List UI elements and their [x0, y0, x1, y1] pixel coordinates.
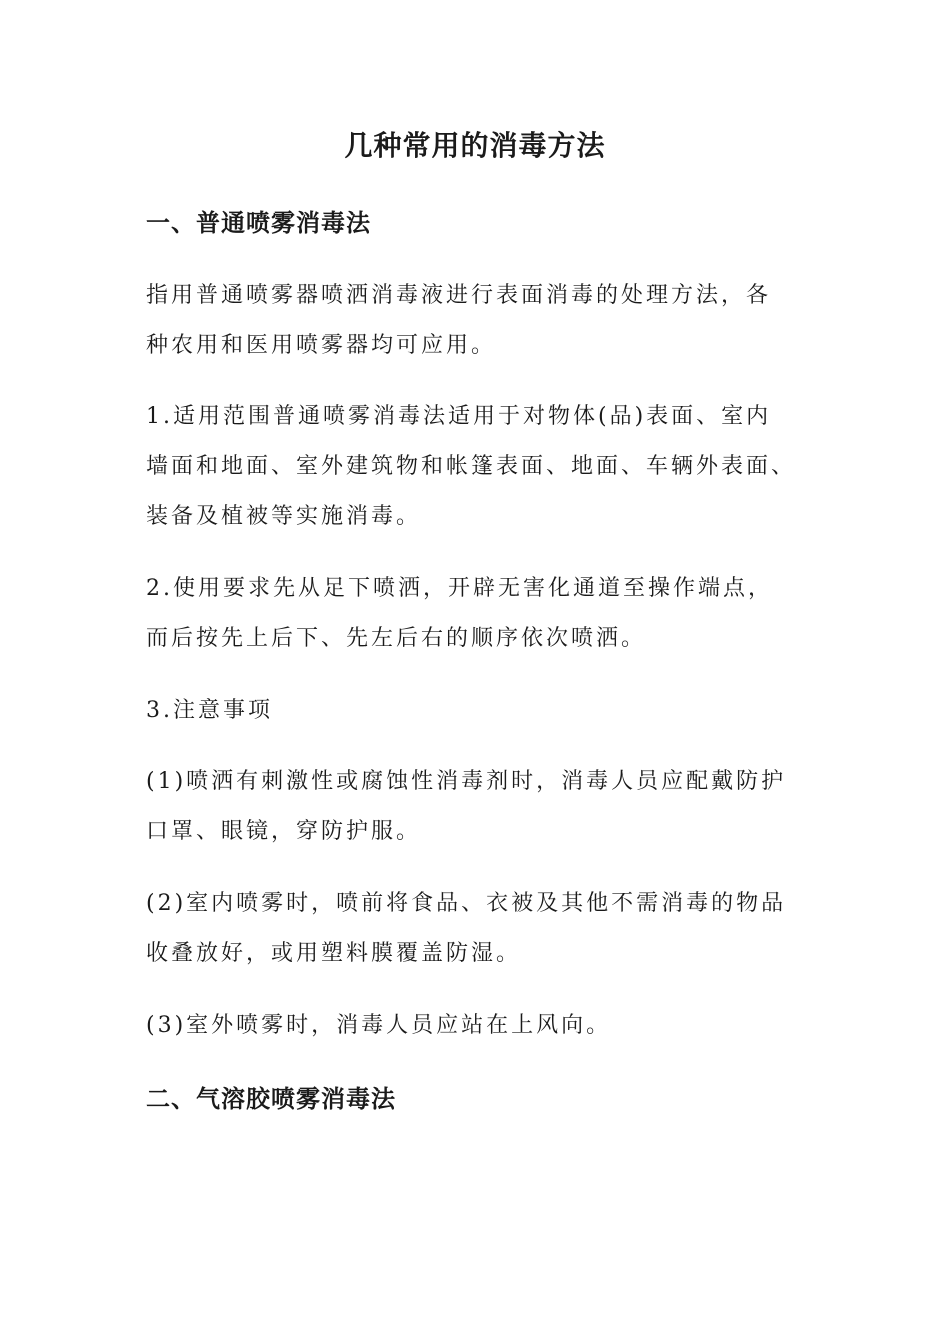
paragraph-note-2 — [146, 879, 806, 979]
text-line: 而后按先上后下、先左后右的顺序依次喷洒。 — [146, 626, 647, 651]
section-heading-2: 二、气溶胶喷雾消毒法 — [146, 1085, 396, 1113]
text-line: 口罩、眼镜，穿防护服。 — [146, 819, 422, 844]
paragraph-note-1 — [146, 757, 806, 857]
paragraph-requirements — [146, 564, 806, 664]
text-line: (3)室外喷雾时，消毒人员应站在上风向。 — [146, 1013, 612, 1038]
paragraph-intro — [146, 271, 806, 371]
text-line: 2.使用要求先从足下喷洒，开辟无害化通道至操作端点， — [146, 576, 773, 601]
text-line: 装备及植被等实施消毒。 — [146, 504, 422, 529]
text-line: (1)喷洒有刺激性或腐蚀性消毒剂时，消毒人员应配戴防护 — [146, 769, 787, 794]
text-line: 墙面和地面、室外建筑物和帐篷表面、地面、车辆外表面、 — [146, 454, 797, 479]
document-title: 几种常用的消毒方法 — [344, 129, 606, 162]
text-line: (2)室内喷雾时，喷前将食品、衣被及其他不需消毒的物品 — [146, 891, 787, 916]
text-line: 1.适用范围普通喷雾消毒法适用于对物体(品)表面、室内 — [146, 404, 772, 429]
paragraph-precautions-heading — [146, 686, 806, 736]
text-line: 3.注意事项 — [146, 698, 273, 723]
section-heading-1: 一、普通喷雾消毒法 — [146, 209, 371, 237]
text-line: 指用普通喷雾器喷洒消毒液进行表面消毒的处理方法，各 — [146, 283, 772, 308]
text-line: 种农用和医用喷雾器均可应用。 — [146, 333, 497, 358]
text-line: 收叠放好，或用塑料膜覆盖防湿。 — [146, 941, 522, 966]
paragraph-scope — [146, 392, 806, 542]
paragraph-note-3 — [146, 1001, 806, 1051]
